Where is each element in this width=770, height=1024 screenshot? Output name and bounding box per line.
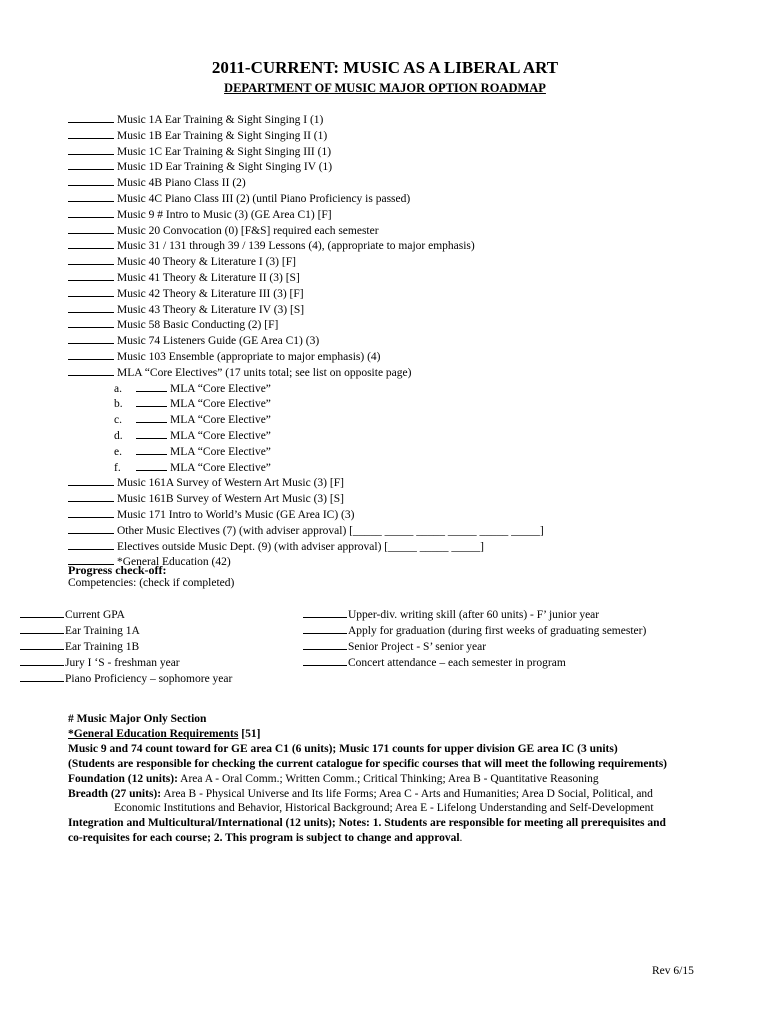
check-blank[interactable] xyxy=(68,491,114,502)
check-blank[interactable] xyxy=(68,175,114,186)
check-blank[interactable] xyxy=(68,475,114,486)
catalogue-note: (Students are responsible for checking the current catalogue for specific courses that will meet the following requirements) xyxy=(68,757,667,770)
course-row xyxy=(68,507,544,523)
ge-requirements-units: [51] xyxy=(238,727,261,740)
elective-label: MLA “Core Elective” xyxy=(170,461,271,474)
course-row xyxy=(68,207,544,223)
course-row xyxy=(68,191,544,207)
check-blank[interactable] xyxy=(68,539,114,550)
integration-line: Integration and Multicultural/International (12 units); Notes: 1. Students are responsible for meeting all prerequisites and xyxy=(68,817,666,830)
check-blank[interactable] xyxy=(68,523,114,534)
breadth-text: Area B - Physical Universe and Its life Forms; Area C - Arts and Humanities; Area D Social, Political, and xyxy=(161,787,653,800)
elective-label: MLA “Core Elective” xyxy=(170,445,271,458)
check-blank[interactable] xyxy=(68,365,114,376)
competency-label: Ear Training 1B xyxy=(65,640,140,653)
foundation-line xyxy=(68,772,738,787)
core-elective-row xyxy=(68,396,544,412)
foundation-text: Area A - Oral Comm.; Written Comm.; Critical Thinking; Area B - Quantitative Reasoning xyxy=(177,772,599,785)
competency-label: Concert attendance – each semester in program xyxy=(348,656,566,669)
course-label: Music 43 Theory & Literature IV (3) [S] xyxy=(117,303,305,316)
course-label: Music 9 # Intro to Music (3) (GE Area C1) [F] xyxy=(117,208,332,221)
competency-row xyxy=(303,607,646,623)
course-label: Music 171 Intro to World’s Music (GE Area IC) (3) xyxy=(117,508,355,521)
competency-label: Upper-div. writing skill (after 60 units) - F’ junior year xyxy=(348,609,600,621)
elective-letter: d. xyxy=(114,429,123,442)
check-blank[interactable] xyxy=(136,444,167,455)
competency-label: Jury I ‘S - freshman year xyxy=(65,656,180,669)
course-row xyxy=(68,539,544,555)
course-row xyxy=(68,349,544,365)
course-row xyxy=(68,223,544,239)
competency-label: Ear Training 1A xyxy=(65,624,140,637)
course-label: Other Music Electives (7) (with adviser approval) [_____ _____ _____ _____ _____ _____] xyxy=(117,524,544,537)
competency-row xyxy=(303,639,646,655)
check-blank[interactable] xyxy=(68,112,114,123)
check-blank[interactable] xyxy=(68,128,114,139)
course-label: MLA “Core Electives” (17 units total; see list on opposite page) xyxy=(117,366,412,379)
course-row xyxy=(68,175,544,191)
core-elective-row xyxy=(68,428,544,444)
check-blank[interactable] xyxy=(68,349,114,360)
course-row xyxy=(68,159,544,175)
elective-letter: e. xyxy=(114,445,122,458)
competency-row xyxy=(303,655,646,671)
course-label: Music 42 Theory & Literature III (3) [F] xyxy=(117,287,304,300)
core-elective-row xyxy=(68,444,544,460)
course-label: Music 161A Survey of Western Art Music (3) [F] xyxy=(117,477,344,490)
course-row xyxy=(68,254,544,270)
progress-heading: Progress check-off: xyxy=(68,563,167,577)
elective-label: MLA “Core Elective” xyxy=(170,382,271,395)
course-label: Music 103 Ensemble (appropriate to major emphasis) (4) xyxy=(117,350,381,363)
course-row xyxy=(68,112,544,128)
course-row xyxy=(68,475,544,491)
check-blank[interactable] xyxy=(68,333,114,344)
competency-label: Piano Proficiency – sophomore year xyxy=(65,672,233,685)
course-label: Music 4B Piano Class II (2) xyxy=(117,177,246,190)
core-elective-row xyxy=(68,381,544,397)
ge-count-note: Music 9 and 74 count toward for GE area C1 (6 units); Music 171 counts for upper division GE area IC (3 units) xyxy=(68,742,618,755)
check-blank[interactable] xyxy=(20,623,64,634)
check-blank[interactable] xyxy=(20,639,64,650)
check-blank[interactable] xyxy=(68,207,114,218)
check-blank[interactable] xyxy=(68,191,114,202)
notes-section xyxy=(68,712,738,846)
elective-letter: a. xyxy=(114,382,122,395)
elective-letter: b. xyxy=(114,398,123,411)
check-blank[interactable] xyxy=(68,254,114,265)
check-blank[interactable] xyxy=(68,270,114,281)
check-blank[interactable] xyxy=(136,396,167,407)
course-row xyxy=(68,365,544,381)
breadth-line-continued: Economic Institutions and Behavior, Historical Background; Area E - Lifelong Understanding and Self-Development xyxy=(114,802,654,815)
course-label: Music 161B Survey of Western Art Music (3) [S] xyxy=(117,493,344,506)
check-blank[interactable] xyxy=(136,460,167,471)
integration-period: . xyxy=(459,832,463,845)
core-elective-row xyxy=(68,412,544,428)
breadth-label: Breadth (27 units): xyxy=(68,787,162,800)
competency-list-left xyxy=(20,607,232,687)
integration-line-continued xyxy=(68,831,738,846)
course-label: *General Education (42) xyxy=(117,556,231,569)
course-label: Music 4C Piano Class III (2) (until Piano Proficiency is passed) xyxy=(117,192,411,205)
music-major-only-note: # Music Major Only Section xyxy=(68,713,207,725)
foundation-label: Foundation (12 units): xyxy=(68,772,178,785)
competency-row xyxy=(20,607,232,623)
course-row xyxy=(68,238,544,254)
course-label: Music 74 Listeners Guide (GE Area C1) (3) xyxy=(117,335,320,348)
check-blank[interactable] xyxy=(303,655,347,666)
check-blank[interactable] xyxy=(136,428,167,439)
course-label: Music 20 Convocation (0) [F&S] required each semester xyxy=(117,224,379,237)
course-label: Music 58 Basic Conducting (2) [F] xyxy=(117,319,279,332)
course-label: Music 40 Theory & Literature I (3) [F] xyxy=(117,256,296,269)
course-label: Music 1D Ear Training & Sight Singing IV (1) xyxy=(117,161,333,174)
competency-label: Apply for graduation (during first weeks of graduating semester) xyxy=(348,624,647,637)
breadth-line xyxy=(68,787,738,802)
check-blank[interactable] xyxy=(68,302,114,313)
course-label: Music 1A Ear Training & Sight Singing I (1) xyxy=(117,114,324,126)
course-row xyxy=(68,144,544,160)
check-blank[interactable] xyxy=(20,655,64,666)
elective-letter: c. xyxy=(114,414,122,427)
check-blank[interactable] xyxy=(20,671,64,682)
course-row xyxy=(68,270,544,286)
competency-row xyxy=(303,623,646,639)
ge-requirements-label: *General Education Requirements xyxy=(68,727,239,740)
course-row xyxy=(68,333,544,349)
progress-subheading: Competencies: (check if completed) xyxy=(68,577,235,589)
competency-label: Senior Project - S’ senior year xyxy=(348,640,487,653)
page-subtitle: DEPARTMENT OF MUSIC MAJOR OPTION ROADMAP xyxy=(224,81,546,95)
check-blank[interactable] xyxy=(303,639,347,650)
check-blank[interactable] xyxy=(68,286,114,297)
competency-row xyxy=(20,639,232,655)
integration-text: co-requisites for each course; 2. This program is subject to change and approval xyxy=(68,832,460,845)
core-elective-row xyxy=(68,460,544,476)
check-blank[interactable] xyxy=(68,238,114,249)
course-row xyxy=(68,286,544,302)
check-blank[interactable] xyxy=(303,623,347,634)
ge-requirements-heading xyxy=(68,727,738,742)
check-blank[interactable] xyxy=(68,317,114,328)
check-blank[interactable] xyxy=(20,607,64,618)
course-label: Music 1C Ear Training & Sight Singing III (1) xyxy=(117,145,332,158)
check-blank[interactable] xyxy=(68,507,114,518)
competency-label: Current GPA xyxy=(65,609,125,621)
course-label: Music 1B Ear Training & Sight Singing II (1) xyxy=(117,129,328,142)
course-row xyxy=(68,302,544,318)
course-row xyxy=(68,128,544,144)
check-blank[interactable] xyxy=(136,381,167,392)
check-blank[interactable] xyxy=(303,607,347,618)
course-row xyxy=(68,491,544,507)
check-blank[interactable] xyxy=(68,144,114,155)
page-title: 2011-CURRENT: MUSIC AS A LIBERAL ART xyxy=(211,58,559,77)
check-blank[interactable] xyxy=(68,223,114,234)
course-label: Electives outside Music Dept. (9) (with adviser approval) [_____ _____ _____] xyxy=(117,540,484,553)
course-row xyxy=(68,523,544,539)
check-blank[interactable] xyxy=(68,159,114,170)
competency-row xyxy=(20,671,232,687)
elective-label: MLA “Core Elective” xyxy=(170,414,271,427)
elective-label: MLA “Core Elective” xyxy=(170,398,271,411)
course-label: Music 31 / 131 through 39 / 139 Lessons (4), (appropriate to major emphasis) xyxy=(117,240,475,253)
competency-row xyxy=(20,623,232,639)
elective-label: MLA “Core Elective” xyxy=(170,429,271,442)
check-blank[interactable] xyxy=(136,412,167,423)
course-label: Music 41 Theory & Literature II (3) [S] xyxy=(117,271,300,284)
course-row xyxy=(68,317,544,333)
elective-letter: f. xyxy=(114,461,121,474)
competency-list-right xyxy=(303,607,646,671)
revision-label: Rev 6/15 xyxy=(652,965,694,977)
competency-row xyxy=(20,655,232,671)
course-checklist xyxy=(68,112,544,570)
